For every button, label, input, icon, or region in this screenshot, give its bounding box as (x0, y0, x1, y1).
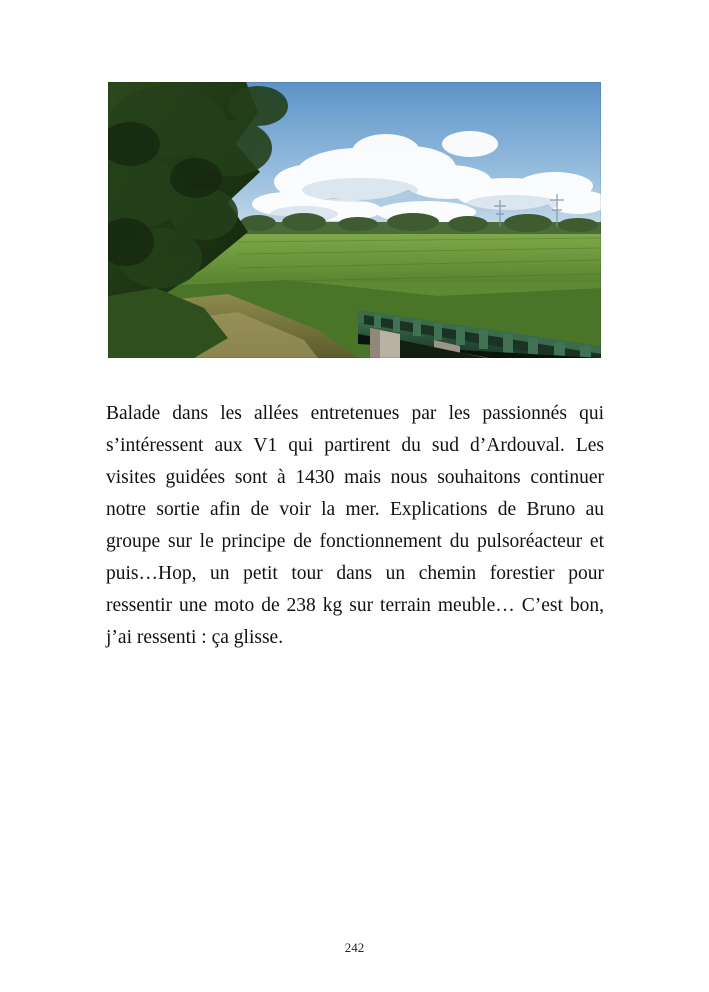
photo-illustration (108, 82, 601, 358)
page-number: 242 (344, 940, 365, 955)
body-paragraph: Balade dans les allées entretenues par les passionnés qui s’intéressent aux V1 qui partirent du sud d’Ardouval. Les visites guidées sont à 1430 mais nous souhaitons continuer notre sortie afin de voir la mer. Explications de Bruno au groupe sur le principe de fonctionnement du pulsoréacteur et puis…Hop, un petit tour dans un chemin forestier pour ressentir une moto de 238 kg sur terrain meuble… C’est bon, j’ai ressenti : ça glisse. (106, 403, 604, 648)
railway-bridge-photo (108, 82, 601, 358)
body-paragraph-block (106, 398, 604, 654)
